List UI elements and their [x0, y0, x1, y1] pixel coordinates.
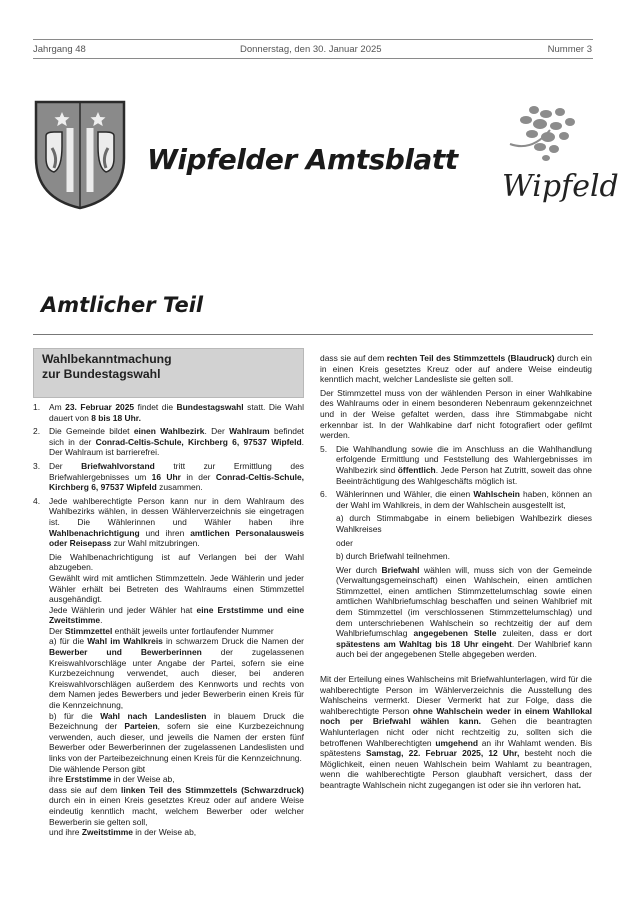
newsletter-title: Wipfelder Amtsblatt [147, 143, 458, 176]
item-paragraph: b) für die Wahl nach Landeslisten in blauem Druck die Bezeichnung der Parteien, sofern sie eine Kurzbezeichnung verwenden, auch dieser, und jeweils die Namen der ersten fünf Bewerber oder Bewerberinnen der zugelassenen Landeslisten und links von der Parteibezeichnung einen Kreis für die Kennzeichnung. [49, 710, 304, 763]
numbered-item [320, 444, 592, 486]
closing-paragraph: Mit der Erteilung eines Wahlscheins mit Briefwahlunterlagen, wird für die wahlberechtigte Person im Wählerverzeichnis die Ausstellung des Wahlscheins vermerkt. Dieser Vermerkt hat zur Folge, dass die wahlberechtigte Person ohne Wahlschein weder in einem Wahllokal noch per Briefwahl wählen kann. Gehen die beantragten Wahlunterlagen nicht oder nicht rechtzeitig zu, sollten sich die betroffenen Wahlberechtigten umgehend an ihr Wahlamt wenden. Bis spätestens Samstag, 22. Februar 2025, 12 Uhr, besteht noch die Möglichkeit, einen neuen Wahlschein beim Wahlamt zu beantragen, wenn die wahlberechtigte Person glaubhaft versichert, dass der beantragte Wahlschein nicht zugegangen ist oder sie ihn verloren hat. [320, 674, 593, 790]
right-column [320, 353, 592, 791]
item-paragraph: a) durch Stimmabgabe in einem beliebigen Wahlbezirk dieses Wahlkreises [336, 513, 592, 534]
svg-text:Wipfeld: Wipfeld [502, 169, 619, 204]
numbered-item [33, 496, 304, 549]
section-rule [33, 334, 593, 335]
item-number: 1. [33, 402, 41, 412]
heading-line-2: zur Bundestagswahl [42, 367, 161, 381]
item-paragraph: b) durch Briefwahl teilnehmen. [336, 551, 450, 562]
item-paragraph: a) für die Wahl im Wahlkreis in schwarzem Druck die Namen der Bewerber und Bewerberinnen der zugelassenen Kreiswahlvorschläge unter Angabe der Partei, sofern sie eine Kurzbezeichnung verwendet, auch dieser, bei anderen Kreiswahlvorschlägen außerdem des Kennworts und rechts von dem Namen jedes Bewerbers und jeder Bewerberin einen Kreis für die Kennzeichnung, [49, 636, 304, 711]
announcement-heading [33, 348, 304, 398]
grape-logo-icon [488, 100, 619, 208]
item-text: Am 23. Februar 2025 findet die Bundestagswahl statt. Die Wahl dauert von 8 bis 18 Uhr. [49, 402, 304, 423]
coat-of-arms-icon [32, 98, 128, 210]
section-title: Amtlicher Teil [41, 293, 204, 317]
issue-date: Donnerstag, den 30. Januar 2025 [240, 44, 382, 55]
item-paragraph: dass sie auf dem linken Teil des Stimmzettels (Schwarzdruck) durch ein in einen Kreis gesetztes Kreuz oder auf andere Weise eindeutig kenntlich macht, welchem Bewerber oder welcher Bewerberin sie gelten soll, [49, 784, 304, 827]
numbered-item [33, 426, 304, 458]
item-number: 6. [320, 489, 328, 500]
item-text: Die Gemeinde bildet einen Wahlbezirk. Der Wahlraum befindet sich in der Conrad-Celtis-Schule, Kirchberg 6, 97537 Wipfeld. Der Wahlraum ist barrierefrei. [49, 426, 304, 458]
item-paragraph: und ihre Zweitstimme in der Weise ab, [49, 827, 197, 838]
item-paragraph: Gewählt wird mit amtlichen Stimmzetteln. Jede Wählerin und jeder Wähler erhält bei Betreten des Wahlraums einen Stimmzettel ausgehändigt. [49, 572, 304, 605]
item-paragraph: ihre Erststimme in der Weise ab, [49, 774, 175, 785]
item-number: 4. [33, 495, 41, 506]
item-number: 3. [33, 460, 41, 471]
item-paragraph: Wer durch Briefwahl wählen will, muss sich von der Gemeinde (Verwaltungsgemeinschaft) einen Wahlschein, einen amtlichen Stimmzettel, einen amtlichen Stimmzettelumschlag sowie einen amtlichen Wahlbriefumschlag beschaffen und seinen Wahlbrief mit dem Stimmzettel (im verschlossenen Stimmzettelumschlag) und dem unterschriebenen Wahlschein so rechtzeitig der auf dem Wahlbriefumschlag angegebenen Stelle zuleiten, dass er dort spätestens am Wahltag bis 18 Uhr eingeht. Der Wahlbrief kann auch bei der angegebenen Stelle abgegeben werden. [336, 564, 593, 660]
item-paragraph: Jede Wählerin und jeder Wähler hat eine Erststimme und eine Zweitstimme. [49, 604, 305, 626]
left-column [33, 402, 304, 838]
header-rule-bottom [33, 58, 593, 59]
heading-line-1: Wahlbekanntmachung [42, 352, 172, 366]
numbered-item [33, 461, 304, 493]
item-paragraph: Die wählende Person gibt [49, 763, 146, 774]
item-number: 2. [33, 426, 41, 437]
paragraph: dass sie auf dem rechten Teil des Stimmzettels (Blaudruck) durch ein in einen Kreis gesetztes Kreuz oder auf andere Weise eindeutig kenntlich macht, welcher Landesliste sie gelten soll. [320, 353, 592, 385]
item-text: Wählerinnen und Wähler, die einen Wahlschein haben, können an der Wahl im Wahlkreis, in dem der Wahlschein ausgestellt ist, [336, 489, 592, 510]
numbered-item [33, 402, 304, 423]
item-paragraph: oder [336, 537, 353, 548]
numbered-item [320, 489, 592, 510]
item-text: Jede wahlberechtigte Person kann nur in dem Wahlraum des Wahlbezirks wählen, in dessen Wählerverzeichnis sie eingetragen ist. Die Wählerinnen und Wähler haben ihre Wahlbenachrichtigung und ihren amtlichen Personalausweis oder Reisepass zur Wahl mitzubringen. [49, 495, 305, 549]
item-text: Die Wahlhandlung sowie die im Anschluss an die Wahlhandlung erfolgende Ermittlung und Feststellung des Wahlergebnisses im Wahlbezirk sind öffentlich. Jede Person hat Zutritt, soweit das ohne Beeinträchtigung des Wahlgeschäfts möglich ist. [336, 443, 592, 486]
item-paragraph: Die Wahlbenachrichtigung ist auf Verlangen bei der Wahl abzugeben. [49, 551, 304, 573]
paragraph: Der Stimmzettel muss von der wählenden Person in einer Wahlkabine des Wahlraums oder in einem besonderen Nebenraum gekennzeichnet und in der Weise gefaltet werden, dass ihre Stimmabgabe nicht erkennbar ist. In der Wahlkabine darf nicht fotografiert oder gefilmt werden. [320, 387, 592, 441]
item-paragraph: Der Stimmzettel enthält jeweils unter fortlaufender Nummer [49, 625, 274, 636]
volume-label: Jahrgang 48 [33, 44, 86, 55]
item-text: Der Briefwahlvorstand tritt zur Ermittlung des Briefwahlergebnisses um 16 Uhr in der Conrad-Celtis-Schule, Kirchberg 6, 97537 Wipfeld zusammen. [49, 460, 304, 493]
item-number: 5. [320, 443, 328, 454]
header-rule-top [33, 39, 593, 40]
issue-number: Nummer 3 [547, 44, 592, 55]
